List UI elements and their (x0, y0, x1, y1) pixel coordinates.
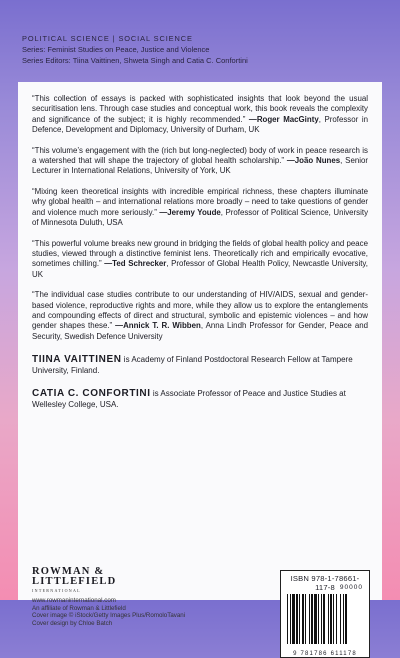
publisher-logo-line3: INTERNATIONAL (32, 588, 81, 593)
endorsement-quote (32, 290, 368, 341)
quote-affiliation: , Senior Lecturer in International Relations, University of York, UK (32, 155, 368, 176)
quote-author: —Ted Schrecker (104, 259, 167, 269)
author-name: TIINA VAITTINEN (32, 353, 122, 365)
barcode-bar (309, 594, 310, 644)
quote-text: “Mixing keen theoretical insights with incredible empirical richness, these chapters illuminate why global health – and international relations more broadly – need to take questions of gender and violence much more seriously.” (32, 187, 368, 217)
barcode-bar (323, 594, 325, 644)
isbn-barcode (280, 570, 370, 658)
series-line: Series: Feminist Studies on Peace, Justice and Violence (22, 45, 210, 54)
barcode-bar (328, 594, 329, 644)
publisher-logo (32, 567, 116, 593)
barcode-bar (302, 594, 304, 644)
cover-design-credit: Cover design by Chloe Batch (32, 619, 113, 627)
barcode-number: 9 781786 611178 (293, 651, 357, 657)
price-code: 90000 (339, 584, 363, 591)
publisher-credits (32, 597, 185, 627)
author-bio (32, 354, 368, 376)
quote-author: —Roger MacGinty (248, 114, 319, 124)
barcode-bar (321, 594, 322, 644)
quote-affiliation: , Professor of Political Science, University of Minnesota Duluth, USA (32, 207, 369, 227)
author-name: CATIA C. CONFORTINI (32, 387, 151, 399)
barcode-bar (345, 594, 347, 644)
endorsement-quote (32, 94, 368, 135)
endorsement-quote (32, 187, 368, 228)
publisher-affiliate: An affiliate of Rowman & Littlefield (32, 604, 126, 612)
series-editors-line: Series Editors: Tiina Vaittinen, Shweta Singh and Catia C. Confortini (22, 56, 248, 65)
quote-affiliation: , Professor in Defence, Development and Diplomacy, University of Durham, UK (32, 114, 368, 134)
quote-affiliation: , Anna Lindh Professor for Gender, Peace and Security, Swedish Defence University (32, 321, 368, 341)
barcode-bar (314, 594, 317, 644)
author-description: is Academy of Finland Postdoctoral Research Fellow at Tampere University, Finland. (32, 354, 353, 375)
barcode-bar (290, 594, 291, 644)
barcode-bar (318, 594, 319, 644)
barcode-bar (340, 594, 341, 644)
series-header (22, 34, 382, 65)
barcode-bar (292, 594, 295, 644)
endorsement-quote (32, 146, 368, 177)
barcode-bar (330, 594, 332, 644)
quote-text: “This powerful volume breaks new ground in bridging the fields of global health policy and peace studies, viewed through a distinctive feminist lens. Theoretically rich and empirically evocative, sometimes chilling.” (32, 238, 368, 269)
author-description: is Associate Professor of Peace and Justice Studies at Wellesley College, USA. (32, 388, 346, 409)
isbn-number: ISBN 978-1-78661-117-8 (290, 574, 360, 592)
category-line: POLITICAL SCIENCE | SOCIAL SCIENCE (22, 34, 193, 43)
quote-text: “The individual case studies contribute to our understanding of HIV/AIDS, sexual and gender-based violence, reproductive rights and more, while they allow us to explore the entanglements and compounding effects of direct and structural, symbolic and epistemic violences – and how gender shapes these.” (32, 290, 368, 331)
publisher-website: www.rowmaninternational.com (32, 597, 116, 604)
quote-text: “This collection of essays is packed with sophisticated insights that look beyond the usual securitisation lens. Through case studies and conceptual work, this book reveals the complexity and significance of the subject; it is highly recommended.” (32, 94, 368, 124)
cover-image-credit: Cover image © iStock/Getty Images Plus/RomoloTavani (32, 612, 186, 620)
author-bio (32, 388, 368, 410)
endorsement-quote (32, 239, 368, 280)
quote-author: —João Nunes (286, 155, 341, 165)
barcode-bars (285, 594, 365, 646)
barcode-bar (305, 594, 306, 644)
barcode-bar (296, 594, 298, 644)
barcode-bar (343, 594, 344, 644)
barcode-bar (311, 594, 313, 644)
back-cover-panel (18, 82, 382, 657)
quote-text: “This volume’s engagement with the (rich but long-neglected) body of work in peace research is a watershed that will shape the trajectory of global health scholarship.” (32, 145, 368, 165)
publisher-logo-line2: LITTLEFIELD (32, 576, 117, 587)
publisher-logo-line1: ROWMAN & (32, 566, 105, 577)
barcode-bar (287, 594, 288, 644)
quote-author: —Jeremy Youde (159, 207, 221, 217)
barcode-bar (336, 594, 337, 644)
barcode-bar (333, 594, 334, 644)
quote-author: —Annick T. R. Wibben (115, 321, 201, 331)
quote-affiliation: , Professor of Global Health Policy, Newcastle University, UK (32, 259, 368, 279)
barcode-bar (299, 594, 300, 644)
